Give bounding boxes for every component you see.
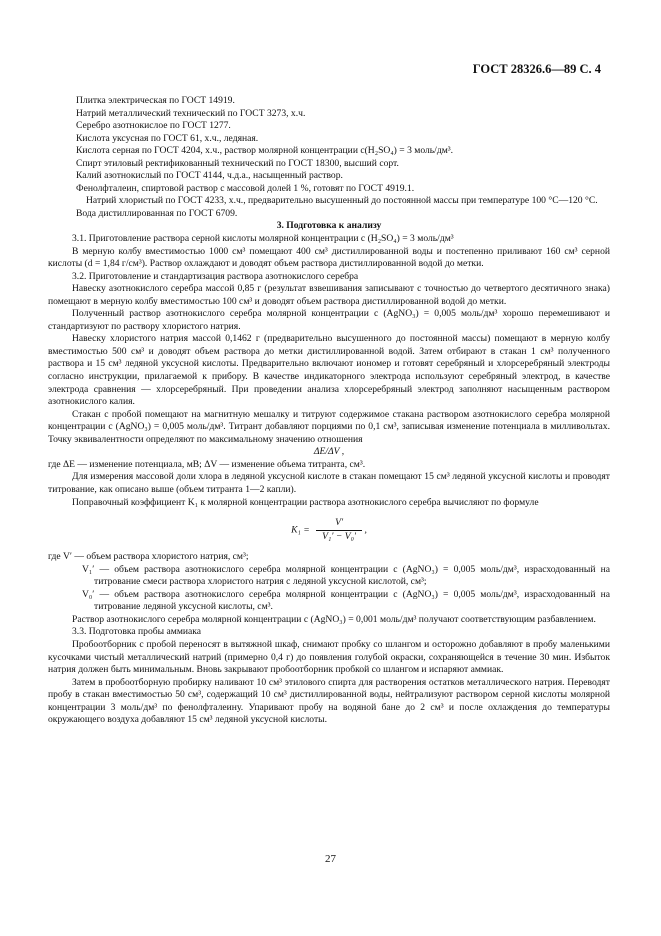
- paragraph: Затем в пробоотборную пробирку наливают 10 см³ этилового спирта для растворения остатков металлического натрия. Переводят пробу в стакан вместимостью 50 см³, содержащий 10 см³ дистиллированной воды, нейтрализуют раствором серной кислоты молярной концентрации 3 моль/дм³ по фенолфталеину. Упаривают пробу на водяной бане до 2 см³ и после охлаждения до температуры окружающего воздуха добавляют 15 см³ ледяной уксусной кислоты.: [48, 676, 610, 726]
- material-item: Спирт этиловый ректификованный технический по ГОСТ 18300, высший сорт.: [76, 157, 399, 169]
- formula-definition: V₁′ — объем раствора азотнокислого серебра молярной концентрации c (AgNO₃) = 0,005 моль/дм³, израсходованный на титрование смеси раствора хлористого натрия с ледяной уксусной кислотой, см³;: [82, 563, 610, 588]
- material-item: Натрий металлический технический по ГОСТ 3273, х.ч.: [76, 107, 306, 119]
- formula-k1: [48, 517, 610, 543]
- section-title: 3. Подготовка к анализу: [276, 220, 382, 232]
- document-body: [48, 95, 610, 727]
- material-item: Кислота серная по ГОСТ 4204, х.ч., раствор молярной концентрации c(H₂SO₄) = 3 моль/дм³.: [76, 145, 454, 157]
- materials-list: [48, 95, 610, 220]
- page-header: ГОСТ 28326.6—89 С. 4: [472, 62, 601, 76]
- formula-k1-numerator: V′: [335, 517, 344, 529]
- page-number: 27: [325, 853, 336, 865]
- paragraph: Полученный раствор азотнокислого серебра молярной концентрации c (AgNO₃) = 0,005 моль/дм³ хорошо перемешивают и стандартизуют по раствору хлористого натрия.: [48, 308, 610, 332]
- paragraph: Навеску хлористого натрия массой 0,1462 г (предварительно высушенного до постоянной массы) помещают в мерную колбу вместимостью 500 см³ и доводят объем раствора до метки дистиллированной водой. Затем отбирают в стакан 1 см³ полученного раствора и 15 см³ ледяной уксусной кислоты. Предварительно включают иономер и готовят серебряный и хлорсеребряный электроды согласно инструкции, прилагаемой к прибору. В качестве индикаторного электрода используют серебряный электрод, в качестве электрода сравнения — хлорсеребряный. При проведении анализа хлорсеребряный электрод заполняют насыщенным раствором азотнокислого калия.: [48, 333, 610, 408]
- formula-definition: V₀′ — объем раствора азотнокислого серебра молярной концентрации c (AgNO₃) = 0,005 моль/дм³, израсходованный на титрование ледяной уксусной кислоты, см³.: [82, 588, 610, 613]
- formula-definition: где V′ — объем раствора хлористого натрия, см³;: [48, 551, 249, 563]
- material-item: Серебро азотнокислое по ГОСТ 1277.: [76, 120, 231, 132]
- material-item: Фенолфталеин, спиртовой раствор с массовой долей 1 %, готовят по ГОСТ 4919.1.: [76, 182, 415, 194]
- material-item: Плитка электрическая по ГОСТ 14919.: [76, 95, 235, 106]
- paragraph: Для измерения массовой доли хлора в ледяной уксусной кислоте в стакан помещают 15 см³ ледяной уксусной кислоты и проводят титрование, как описано выше (объем титранта 1—2 капли).: [48, 471, 610, 495]
- material-item: Вода дистиллированная по ГОСТ 6709.: [76, 207, 238, 219]
- clause-3-3-heading: 3.3. Подготовка пробы аммиака: [72, 626, 202, 638]
- formula-k1-tail: ,: [364, 524, 367, 536]
- clause-3-1-heading: 3.1. Приготовление раствора серной кислоты молярной концентрации c (H₂SO₄) = 3 моль/дм³: [72, 233, 454, 245]
- material-item: Натрий хлористый по ГОСТ 4233, х.ч., предварительно высушенный до постоянной массы при температуре 100 °С—120 °С.: [86, 195, 598, 207]
- formula-delta-ratio: ΔE/ΔV ,: [313, 446, 345, 458]
- formula-k1-fraction: [316, 517, 362, 543]
- material-item: Кислота уксусная по ГОСТ 61, х.ч., ледяная.: [76, 132, 259, 144]
- paragraph: В мерную колбу вместимостью 1000 см³ помещают 400 см³ дистиллированной воды и постепенно приливают 160 см³ серной кислоты (d = 1,84 г/см³). Раствор охлаждают и доводят объем раствора дистиллированной водой до метки.: [48, 245, 610, 270]
- paragraph: Поправочный коэффициент K₁ к молярной концентрации раствора азотнокислого серебра вычисляют по формуле: [72, 496, 539, 508]
- material-item: Калий азотнокислый по ГОСТ 4144, ч.д.а., насыщенный раствор.: [76, 170, 343, 182]
- paragraph: Навеску азотнокислого серебра массой 0,85 г (результат взвешивания записывают с точностью до четвертого десятичного знака) помещают в мерную колбу вместимостью 100 см³ и доводят объем раствора дистиллированной водой до метки.: [48, 283, 610, 307]
- formula-definition: где ΔE — изменение потенциала, мВ; ΔV — изменение объема титранта, см³.: [48, 458, 366, 470]
- paragraph: Стакан с пробой помещают на магнитную мешалку и титруют содержимое стакана раствором азотнокислого серебра молярной концентрации c (AgNO₃) = 0,005 моль/дм³. Титрант добавляют порциями по 0,1 см³, записывая изменение потенциала в милливольтах. Точку эквивалентности определяют по максимальному значению отношения: [48, 408, 610, 445]
- formula-definitions: [48, 564, 610, 614]
- formula-k1-lhs: K₁ =: [291, 524, 310, 536]
- paragraph: Пробоотборник с пробой переносят в вытяжной шкаф, снимают пробку со шлангом и осторожно добавляют в пробу маленькими кусочками чистый металлический натрий (примерно 0,4 г) до появления голубой окраски, сохраняющейся в течение 30 мин. Избыток натрия должен быть минимальным. Вновь закрывают пробоотборник пробкой со шлангом и испаряют аммиак.: [48, 638, 610, 676]
- clause-3-2-heading: 3.2. Приготовление и стандартизация раствора азотнокислого серебра: [72, 270, 359, 282]
- paragraph: Раствор азотнокислого серебра молярной концентрации c (AgNO₃) = 0,001 моль/дм³ получают соответствующим разбавлением.: [72, 613, 596, 625]
- formula-k1-denominator: V₁′ − V₀′: [316, 530, 362, 544]
